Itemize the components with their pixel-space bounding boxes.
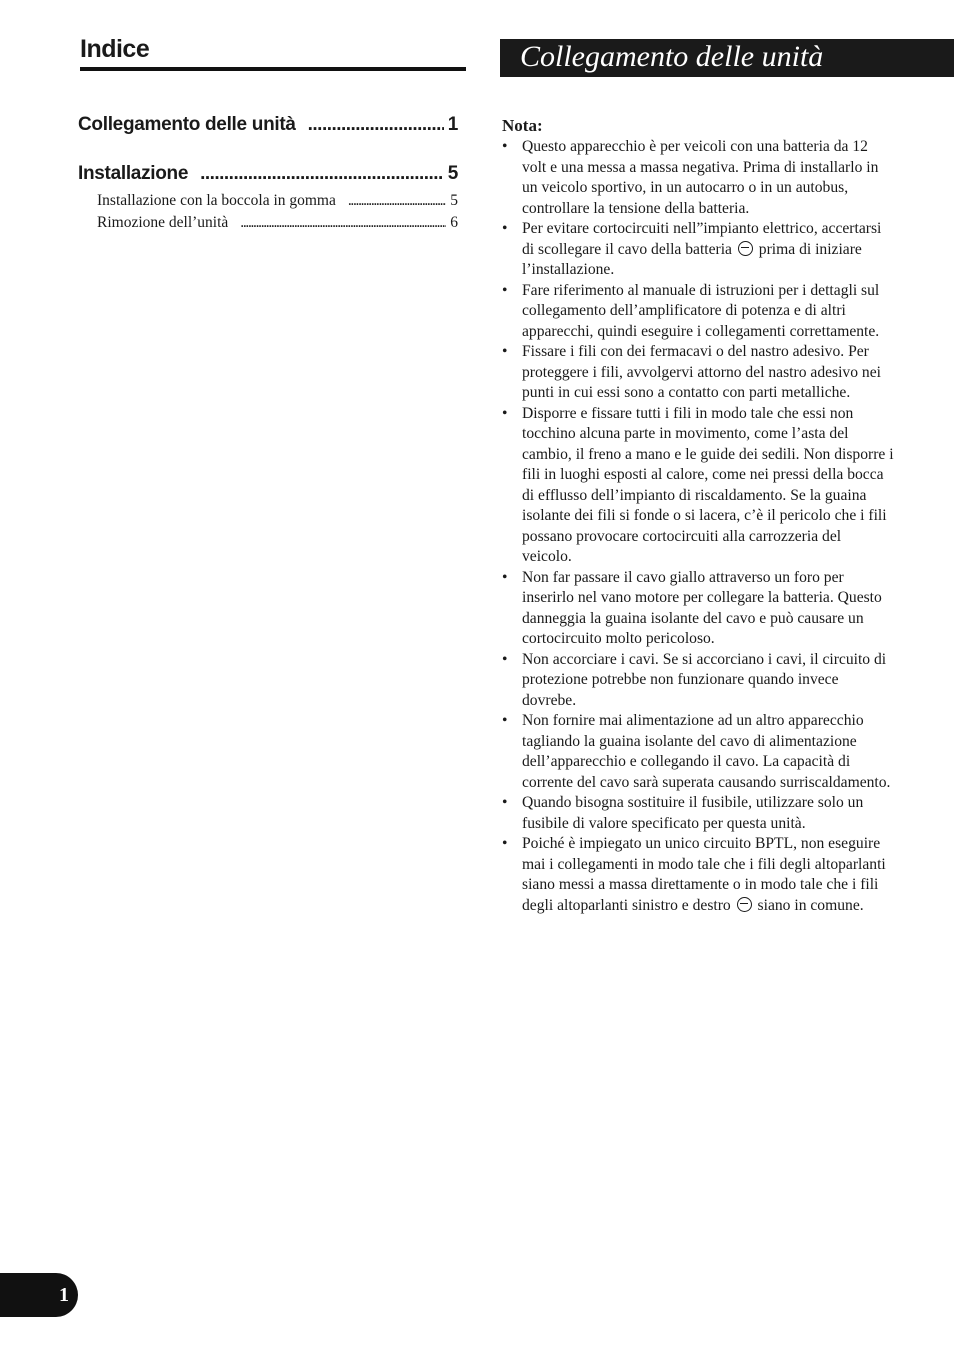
note-item: • Non fornire mai alimentazione ad un altro apparecchio tagliando la guaina isolante del cavo di alimentazione dell’apparecchio e collegando il cavo. La capacità di corrente del cavo sarà superata causando surriscaldamento. [502,711,894,793]
note-item [502,219,894,281]
note-label: Nota: [502,116,543,135]
toc-leader [240,214,446,232]
note-text: Poiché è impiegato un unico circuito BPTL, non eseguire mai i collegamenti in modo tale che i fili degli altoparlanti siano messi a massa direttamente o in modo tale che i fili degli altoparlanti sinistro e destro [522,835,886,914]
note-text: prima di iniziare l’installazione. [522,240,862,278]
toc-subentry-page: 6 [450,214,458,231]
page-number-tab [0,1273,78,1317]
toc-entry-label: Installazione [78,163,189,184]
note-item: • Non far passare il cavo giallo attraverso un foro per inserirlo nel vano motore per collegare la batteria. Questo danneggia la guaina isolante del cavo e può causare un cortocircuito molto pericoloso. [502,568,894,650]
toc-entry-page: 1 [447,114,458,135]
note-item: • Quando bisogna sostituire il fusibile, utilizzare solo un fusibile di valore specificato per questa unità. [502,793,894,834]
toc-entry-collegamento[interactable] [78,114,458,136]
minus-circle-icon [738,241,753,256]
toc-subentry-page: 5 [450,192,458,209]
toc-leader [348,192,446,210]
toc-entry-installazione[interactable] [78,163,458,185]
toc-entry-page: 5 [447,163,458,184]
toc-leader [308,114,444,136]
note-item [502,834,894,916]
toc-subentry-label: Rimozione dell’unità [97,214,229,231]
section-title: Collegamento delle unità [520,40,824,73]
page-number: 1 [59,1284,69,1306]
toc-subentry-label: Installazione con la boccola in gomma [97,192,336,209]
note-item: • Questo apparecchio è per veicoli con una batteria da 12 volt e una messa a massa negativa. Prima di installarlo in un veicolo sportivo, in un autocarro o in un autobus, controllare la tensione della batteria. [502,137,894,219]
section-title-banner [500,39,954,77]
toc-subentry-boccola[interactable] [97,192,458,210]
minus-circle-icon [737,897,752,912]
toc-subentry-rimozione[interactable] [97,214,458,232]
toc-heading: Indice [80,32,466,71]
note-item: • Fare riferimento al manuale di istruzioni per i dettagli sul collegamento dell’amplificatore di potenza e di altri apparecchi, quindi eseguire i collegamenti correttamente. [502,281,894,343]
note-text: siano in comune. [757,896,864,914]
toc-leader [200,163,444,185]
note-item: • Non accorciare i cavi. Se si accorciano i cavi, il circuito di protezione potrebbe non funzionare quando invece dovrebe. [502,650,894,712]
note-item: • Fissare i fili con dei fermacavi o del nastro adesivo. Per proteggere i fili, avvolgervi attorno del nastro adesivo nei punti in cui essi sono a contatto con parti metalliche. [502,342,894,404]
toc-entry-label: Collegamento delle unità [78,114,296,135]
note-list [502,137,894,916]
note-text: Per evitare cortocircuiti nell”impianto elettrico, accertarsi di scollegare il cavo della batteria [522,220,882,258]
note-item: • Disporre e fissare tutti i fili in modo tale che essi non tocchino alcuna parte in movimento, come l’asta del cambio, il freno a mano e le guide dei sedili. Non disporre i fili in luoghi esposti al calore, come nei pressi della bocca di efflusso dell’impianto di riscaldamento. Se la guaina isolante dei fili si fonde o si lacera, c’è il pericolo che i fili possano provocare cortocircuiti alla carrozzeria del veicolo. [502,404,894,568]
